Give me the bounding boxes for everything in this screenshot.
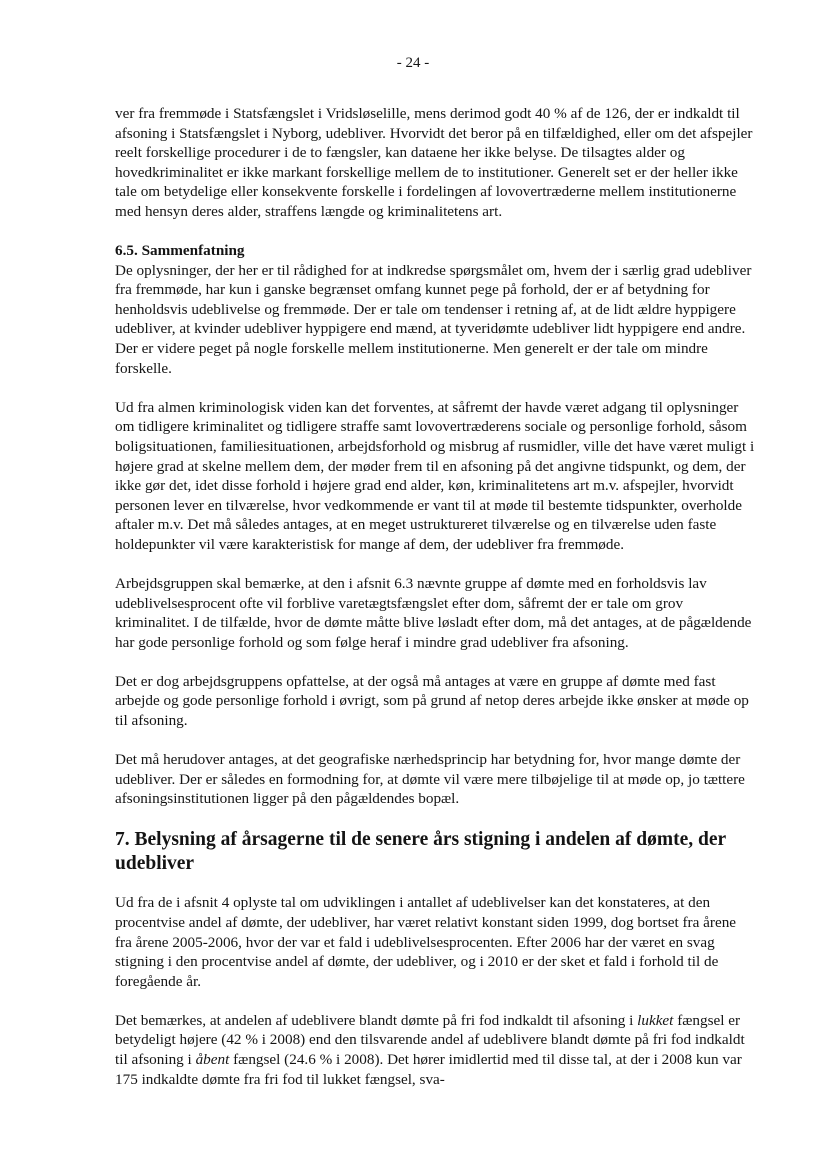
paragraph-summary: De oplysninger, der her er til rådighed for at indkredse spørgsmålet om, hvem der i særlig grad udebliver fra fremmøde, har kun i ganske begrænset omfang kunnet pege på forhold, der er af betydning for henholdsvis udeblivelse og fremmøde. Der er tale om tendenser i retning af, at de lidt ældre hyppigere udebliver, at kvinder udebliver hyppigere end mænd, at tyveridømte udebliver lidt hyppigere end andre. Der er videre peget på nogle forskelle mellem institutionerne. Men generelt er der tale om mindre forskelle.	[115, 261, 752, 377]
page-number: - 24 -	[396, 55, 430, 71]
paragraph-open-closed-prison	[115, 1011, 755, 1089]
emphasis-open: åbent	[195, 1051, 230, 1069]
paragraph-development: Ud fra de i afsnit 4 oplyste tal om udviklingen i antallet af udeblivelser kan det konstateres, at den procentvise andel af dømte, der udebliver, har været relativt konstant siden 1999, dog bortset fra årene fra årene 2005-2006, hvor der var et fald i udeblivelsesprocenten. Efter 2006 har der været en svag stigning i den procentvise andel af dømte, der udebliver, og i 2010 er der sket et fald i forhold til de foregående år.	[115, 894, 737, 990]
chapter-heading-7: 7. Belysning af årsagerne til de senere års stigning i andelen af dømte, der udebliver	[115, 829, 726, 875]
paragraph-institution-differences: ver fra fremmøde i Statsfængslet i Vridsløselille, mens derimod godt 40 % af de 126, der er indkaldt til afsoning i Statsfængslet i Nyborg, udebliver. Hvorvidt det beror på en tilfældighed, eller om det afspejler reelt forskellige procedurer i de to fængsler, kan dataene her ikke belyse. De tilsagtes alder og hovedkriminalitet er ikke markant forskellige mellem de to institutioner. Generelt set er der heller ikke tale om betydelige eller konsekvente forskelle i fordelingen af lovovertræderne mellem institutionerne med hensyn deres alder, straffens længde og kriminalitetens art.	[115, 105, 753, 220]
text-segment: fængsel (24.6 % i 2008). Det hører imidlertid med til disse tal, at der i 2008 kun var 175 indkaldte dømte fra fri fod til lukket fængsel, sva-	[115, 1051, 742, 1088]
paragraph-working-group-opinion: Det er dog arbejdsgruppens opfattelse, at der også må antages at være en gruppe af dømte med fast arbejde og gode personlige forhold i øvrigt, som på grund af netop deres arbejde ikke ønsker at møde op til afsoning.	[115, 672, 749, 730]
section-heading-6-5: 6.5. Sammenfatning	[115, 242, 245, 260]
emphasis-closed: lukket	[637, 1011, 674, 1029]
paragraph-proximity-principle: Det må herudover antages, at det geografiske nærhedsprincip har betydning for, hvor mange dømte der udebliver. Der er således en formodning for, at dømte vil være mere tilbøjelige til at møde op, jo tættere afsoningsinstitutionen ligger på den pågældendes bopæl.	[115, 751, 745, 808]
paragraph-working-group-remark: Arbejdsgruppen skal bemærke, at den i afsnit 6.3 nævnte gruppe af dømte med en forholdsvis lav udeblivelsesprocent ofte vil forblive varetægtsfængslet efter dom, såfremt der er tale om grov kriminalitet. I de tilfælde, hvor de dømte måtte blive løsladt efter dom, må det antages, at de pågældende har gode personlige forhold og som følge heraf i mindre grad udebliver fra afsoning.	[115, 574, 752, 651]
paragraph-criminological-knowledge: Ud fra almen kriminologisk viden kan det forventes, at såfremt der havde været adgang til oplysninger om tidligere kriminalitet og tidligere straffe samt lovovertræderens sociale og personlige forhold, såsom boligsituationen, familiesituationen, arbejdsforhold og misbrug af rusmidler, ville det have været muligt i højere grad at skelne mellem dem, der møder frem til en afsoning på det angivne tidspunkt, og dem, der ikke gør det, idet disse forhold i højere grad end alder, køn, kriminalitetens art m.v. afspejler, hvorvidt personen lever en tilværelse, hvor vedkommende er vant til at møde til bestemte tidspunkter, overholde aftaler m.v. Det må således antages, at en meget ustruktureret tilværelse og en tilværelse uden faste holdepunkter vil være karakteristisk for mange af dem, der udebliver fra fremmøde.	[115, 398, 755, 553]
text-segment: Det bemærkes, at andelen af udeblivere blandt dømte på fri fod indkaldt til afsoning i	[115, 1011, 638, 1029]
page-body	[115, 104, 755, 1109]
text-segment: fængsel er betydeligt højere (42 % i 2008) end den tilsvarende andel af udeblivere blandt dømte på fri fod indkaldt til afsoning i	[115, 1011, 745, 1069]
